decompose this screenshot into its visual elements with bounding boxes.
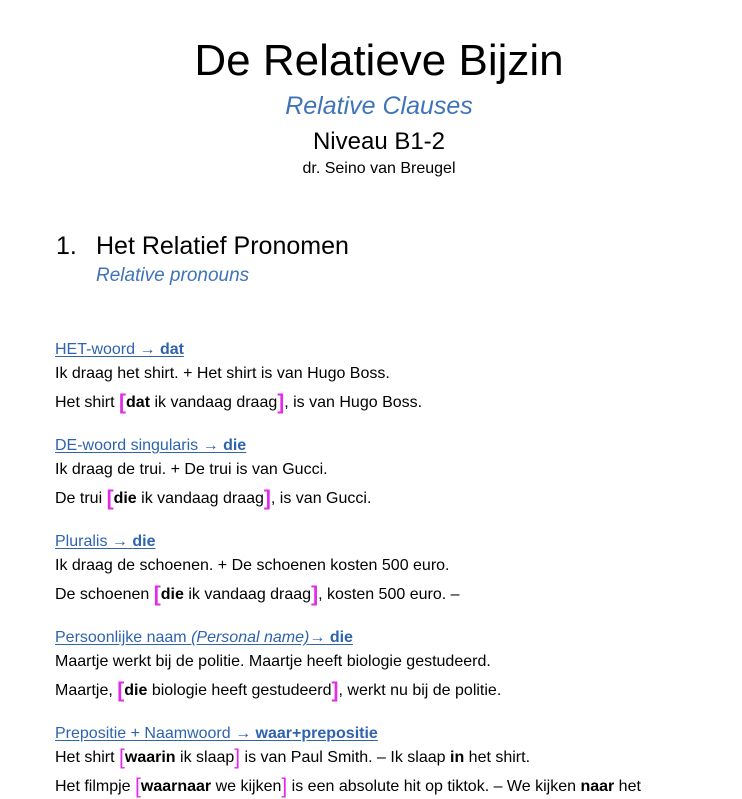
arrow-icon: →: [235, 725, 252, 742]
bracket-close: ]: [263, 487, 271, 510]
author-name: dr. Seino van Breugel: [302, 160, 456, 177]
example-sentence: Maartje werkt bij de politie. Maartje heeft biologie gestudeerd.: [55, 653, 491, 670]
section-title: Het Relatief Pronomen: [96, 232, 349, 260]
bracket-close: ]: [277, 391, 285, 414]
rule-heading: Pluralis → die: [55, 533, 156, 550]
example-relative-sentence: Het shirt [dat ik vandaag draag], is van Hugo Boss.: [55, 391, 423, 414]
arrow-icon: →: [202, 437, 219, 454]
example-relative-sentence: De trui [die ik vandaag draag], is van Gucci.: [55, 487, 372, 510]
arrow-icon: →: [139, 341, 156, 358]
bracket-open: [: [117, 679, 125, 702]
bracket-open: [: [119, 391, 127, 414]
bracket-open: [: [153, 583, 161, 606]
section-heading: [56, 230, 349, 262]
example-sentence: Ik draag de trui. + De trui is van Gucci.: [55, 461, 328, 478]
example-relative-sentence: Het shirt [waarin ik slaap] is van Paul Smith. – Ik slaap in het shirt.: [55, 746, 531, 769]
document-title: De Relatieve Bijzin: [194, 36, 564, 85]
bracket-open: [: [119, 746, 125, 769]
example-relative-sentence: Het filmpje [waarnaar we kijken] is een absolute hit op tiktok. – We kijken naar het: [55, 775, 641, 798]
example-sentence: Ik draag het shirt. + Het shirt is van Hugo Boss.: [55, 365, 390, 382]
document-subtitle: Relative Clauses: [285, 92, 473, 120]
rule-heading: HET-woord → dat: [55, 341, 184, 358]
rule-block-prepositie: [55, 722, 641, 799]
example-relative-sentence: Maartje, [die biologie heeft gestudeerd], werkt nu bij de politie.: [55, 679, 502, 702]
rule-block-de-woord: [55, 434, 371, 511]
bracket-open: [: [135, 775, 141, 798]
example-sentence: Ik draag de schoenen. + De schoenen kosten 500 euro.: [55, 557, 450, 574]
rule-heading: DE-woord singularis → die: [55, 437, 247, 454]
example-relative-sentence: De schoenen [die ik vandaag draag], kosten 500 euro. –: [55, 583, 460, 606]
rule-heading: Persoonlijke naam (Personal name)→ die: [55, 629, 353, 646]
bracket-close: ]: [281, 775, 288, 798]
rule-block-het-woord: [55, 338, 422, 415]
bracket-close: ]: [311, 583, 319, 606]
rule-heading: Prepositie + Naamwoord → waar+prepositie: [55, 725, 378, 742]
bracket-close: ]: [234, 746, 241, 769]
bracket-close: ]: [331, 679, 339, 702]
arrow-icon: →: [111, 533, 128, 550]
rule-block-pluralis: [55, 530, 460, 607]
bracket-open: [: [106, 487, 114, 510]
rule-block-persoonlijke-naam: [55, 626, 501, 703]
section-number: 1.: [56, 232, 77, 260]
section-subtitle: Relative pronouns: [96, 265, 250, 286]
arrow-icon: →: [309, 629, 326, 646]
level-label: Niveau B1-2: [312, 128, 446, 155]
